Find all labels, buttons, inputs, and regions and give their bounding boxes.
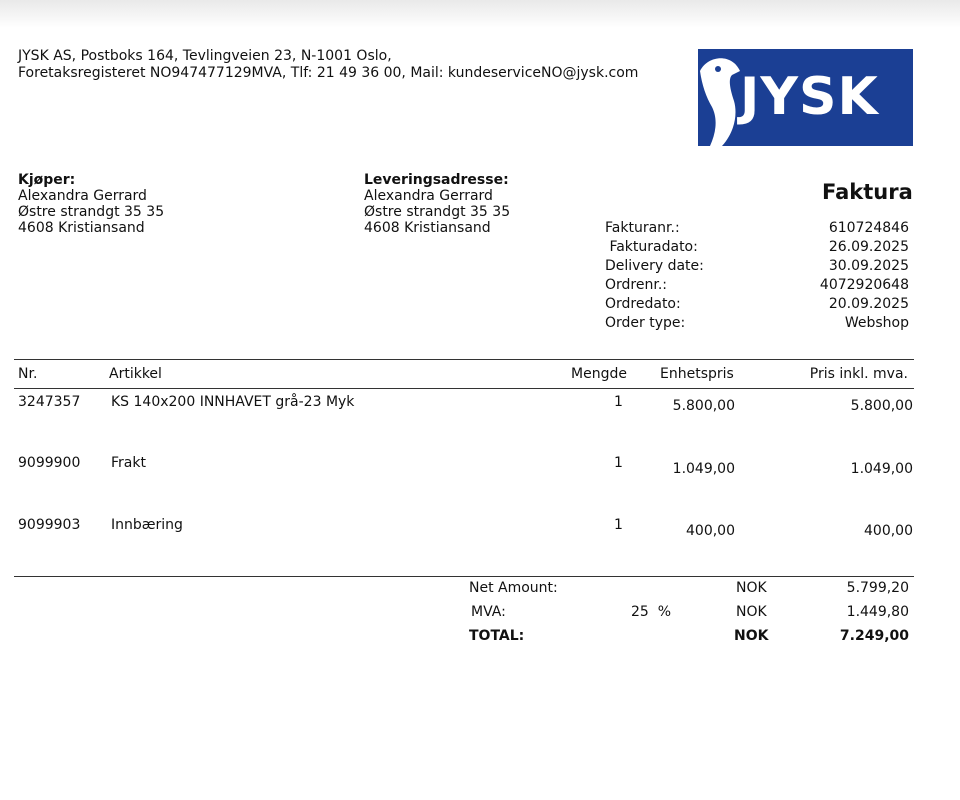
row-unit-price: 5.800,00 [672,398,735,414]
meta-label: Delivery date: [605,258,704,274]
delivery-city: 4608 Kristiansand [364,220,491,236]
row-nr: 3247357 [18,394,81,410]
header-unit-price: Enhetspris [660,366,734,382]
meta-delivery-date [605,258,909,277]
meta-value: Webshop [844,315,909,331]
meta-label: Ordrenr.: [605,277,667,293]
header-total: Pris inkl. mva. [809,366,908,382]
row-qty: 1 [614,394,623,410]
buyer-city: 4608 Kristiansand [18,220,145,236]
buyer-street: Østre strandgt 35 35 [18,204,165,220]
row-total: 5.800,00 [850,398,913,414]
bird-icon [698,49,742,146]
buyer-block [18,172,164,236]
table-top-divider [14,359,914,360]
net-value: 5.799,20 [846,580,909,596]
row-nr: 9099903 [18,517,81,533]
meta-invoice-date [605,239,909,258]
vat-currency: NOK [736,604,767,620]
meta-value: 20.09.2025 [828,296,909,312]
meta-label: Fakturanr.: [605,220,680,236]
company-info [18,48,638,82]
vat-rate: 25 % [631,604,672,620]
total-label: TOTAL: [469,628,525,644]
row-article: Innbæring [111,517,183,533]
row-total: 1.049,00 [850,461,913,477]
meta-invoice-number [605,220,909,239]
logo-text: JYSK [740,67,879,127]
page-title: Faktura [822,180,913,204]
top-shade [0,0,960,28]
row-nr: 9099900 [18,455,81,471]
header-nr: Nr. [18,366,38,382]
table-bottom-divider [14,576,914,577]
delivery-block [364,172,510,236]
vat-label: MVA: [471,604,506,620]
meta-label: Order type: [605,315,686,331]
delivery-street: Østre strandgt 35 35 [364,204,511,220]
meta-value: 4072920648 [819,277,909,293]
row-article: KS 140x200 INNHAVET grå-23 Myk [111,394,355,410]
buyer-name: Alexandra Gerrard [18,188,147,204]
meta-label: Fakturadato: [605,239,698,255]
meta-order-number [605,277,909,296]
delivery-heading: Leveringsadresse: [364,172,509,188]
total-value: 7.249,00 [839,628,909,644]
total-currency: NOK [734,628,769,644]
row-qty: 1 [614,517,623,533]
row-unit-price: 400,00 [686,523,735,539]
row-total: 400,00 [864,523,913,539]
net-currency: NOK [736,580,767,596]
buyer-heading: Kjøper: [18,172,76,188]
company-address: JYSK AS, Postboks 164, Tevlingveien 23, N-1001 Oslo, [18,48,392,64]
row-article: Frakt [111,455,146,471]
meta-value: 30.09.2025 [828,258,909,274]
row-qty: 1 [614,455,623,471]
meta-order-date [605,296,909,315]
meta-value: 610724846 [828,220,909,236]
delivery-name: Alexandra Gerrard [364,188,493,204]
vat-value: 1.449,80 [846,604,909,620]
header-article: Artikkel [109,366,162,382]
header-qty: Mengde [571,366,627,382]
jysk-logo [698,49,913,146]
meta-order-type [605,315,909,334]
row-unit-price: 1.049,00 [672,461,735,477]
meta-value: 26.09.2025 [828,239,909,255]
company-registry: Foretaksregisteret NO947477129MVA, Tlf: 21 49 36 00, Mail: kundeserviceNO@jysk.com [18,65,639,81]
table-header-divider [14,388,914,389]
net-label: Net Amount: [469,580,558,596]
meta-label: Ordredato: [605,296,681,312]
